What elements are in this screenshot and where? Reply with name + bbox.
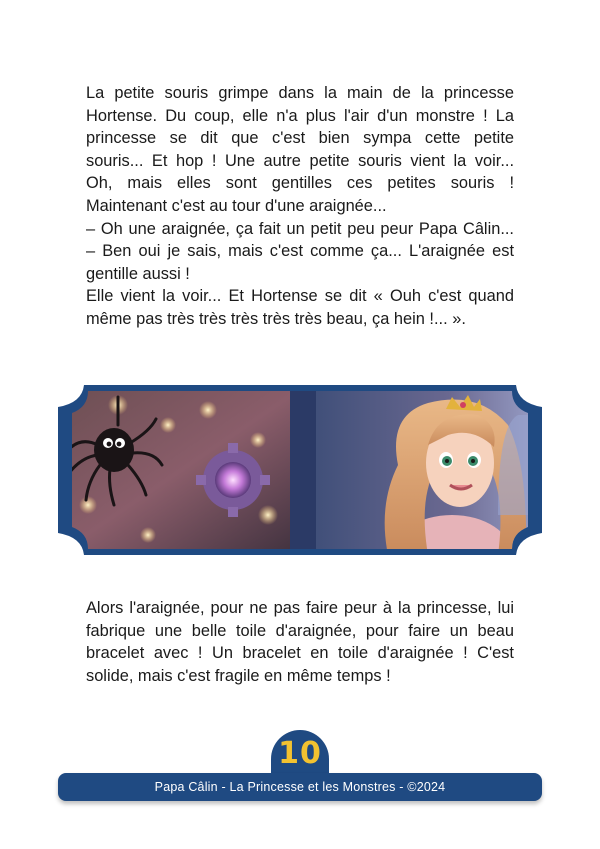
text-line: – Oh une araignée, ça fait un petit peu peur Papa Câlin... xyxy=(86,219,514,238)
text-line: fabrique une belle toile d'araignée, pour faire un beau xyxy=(86,621,514,640)
text-line: gentille aussi ! xyxy=(86,264,190,283)
text-line: Maintenant c'est au tour d'une araignée... xyxy=(86,196,387,215)
text-line: souris... Et hop ! Une autre petite souris vient la voir... xyxy=(86,151,514,170)
story-paragraph-2 xyxy=(86,597,514,687)
text-line: La petite souris grimpe dans la main de la princesse xyxy=(86,84,514,102)
text-line: même pas très très très très très beau, ça hein !... ». xyxy=(86,309,466,328)
footer-text: Papa Câlin - La Princesse et les Monstres - ©2024 xyxy=(154,780,446,794)
text-line: Hortense. Du coup, elle n'a plus l'air d'un monstre ! La xyxy=(86,106,514,125)
illustration xyxy=(58,385,542,555)
text-line: solide, mais c'est fragile en même temps ! xyxy=(86,666,391,685)
text-line: princesse se dit que c'est bien sympa cette petite xyxy=(86,129,514,148)
text-line: – Ben oui je sais, mais c'est comme ça... L'araignée est xyxy=(86,242,514,261)
story-paragraph-1 xyxy=(86,82,514,331)
text-line: Alors l'araignée, pour ne pas faire peur à la princesse, lui xyxy=(86,599,514,617)
text-line: bracelet avec ! Un bracelet en toile d'araignée ! C'est xyxy=(86,644,514,663)
text-line: Oh, mais elles sont gentilles ces petites souris ! xyxy=(86,174,514,193)
text-line: Elle vient la voir... Et Hortense se dit « Ouh c'est quand xyxy=(86,287,514,306)
spider-and-princess-illustration-icon xyxy=(58,385,542,555)
page-number: 10 xyxy=(278,736,322,771)
